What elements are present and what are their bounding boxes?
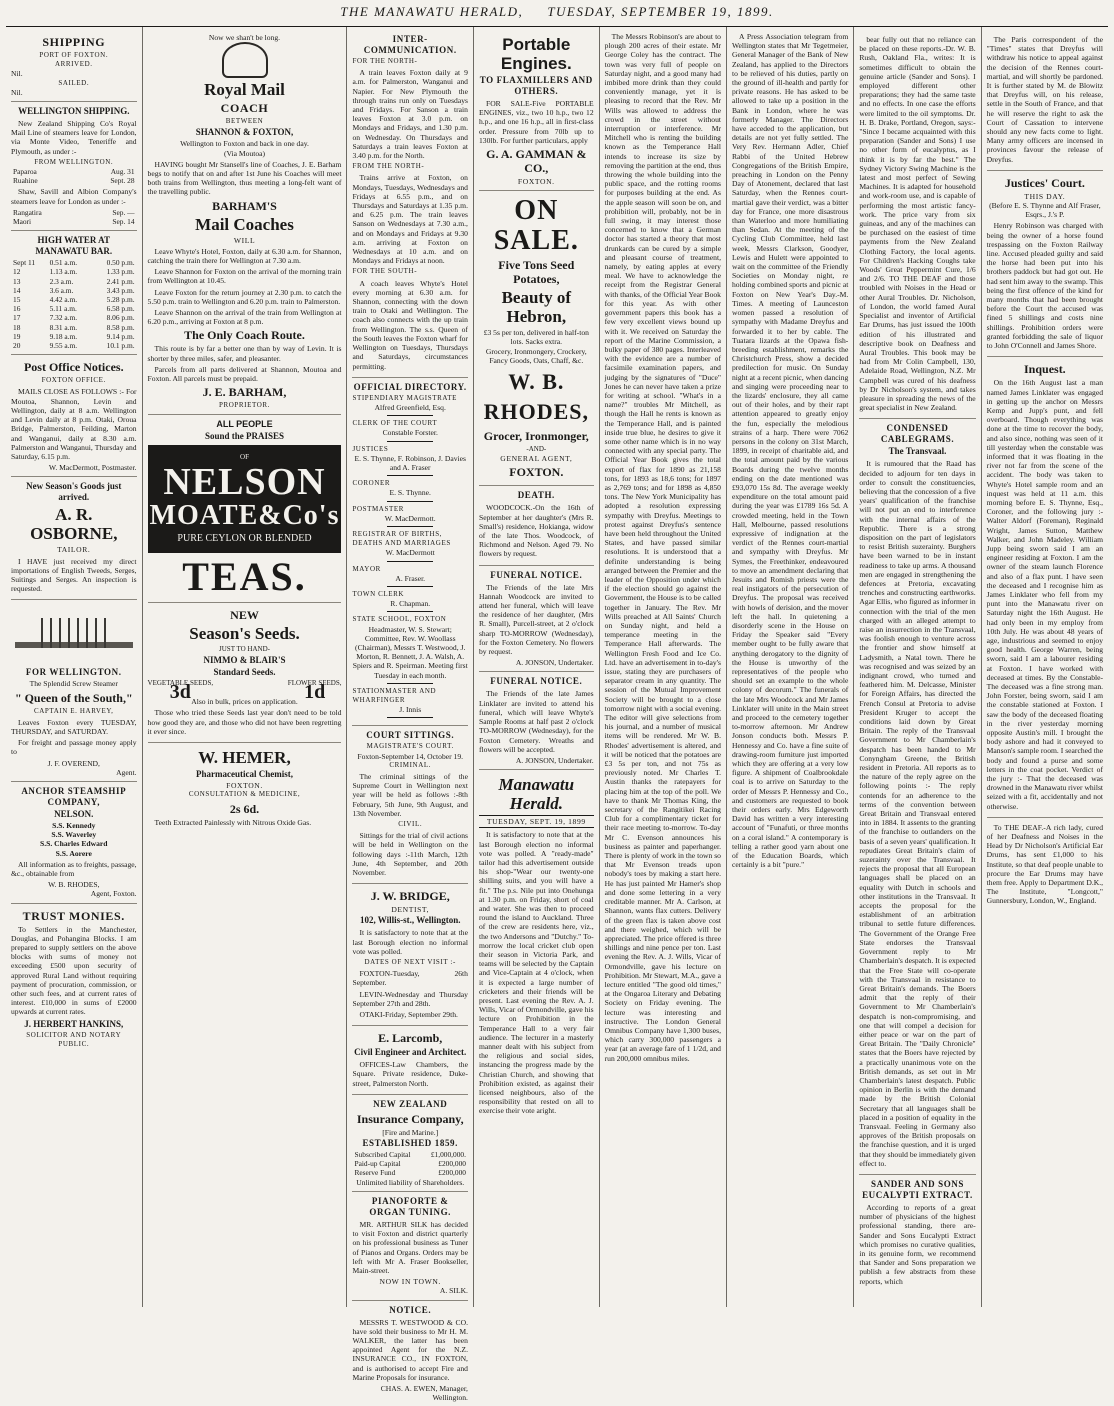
postmaster-sign: W. MacDermott, Postmaster. bbox=[48, 463, 137, 473]
editorial-text: It is satisfactory to note that at the last Borough election no informal vote was polled. A "ready-made" tailor had this advertisement outside his shop-"Wear our twenty-one shilling suits, and you will have a fit." The p.s. Nile put into Onehunga at 1.30 p.m. on Friday, short of coal and water. She was then to proceed round the island to Auckland. Three of the crew are residents here, viz., the two Andersons and "Dutchy." To-morrow the local cricket club open their season in Victoria Park, and teams will be selected by the Captain and Vice-Captain at 4 o'clock, when it is expected a large number of cricketers and their friends will be present. Last evening the Rev. A. J. Wills, Vicar of Ormondville, gave his lecture on Prohibition in the Temperance Hall to a very fair audience. The lecturer in a masterly manner dealt with his subject from the religious and social sides, instancing the progress made by the Christian Church, and showing that Prohibition existed, as against their licensed neighbours, also of the responsibility that rested on all to exercise their vote aright. bbox=[478, 830, 594, 1116]
transvaal-heading: The Transvaal. bbox=[888, 446, 947, 457]
now-in-town: NOW IN TOWN. bbox=[379, 1277, 441, 1287]
official-directory-heading: OFFICIAL DIRECTORY. bbox=[353, 381, 467, 392]
bridge-name: J. W. BRIDGE, bbox=[370, 889, 450, 904]
gamman-town: FOXTON. bbox=[517, 177, 555, 187]
royal-mail-heading: Royal Mail bbox=[204, 80, 285, 100]
inquest-heading: Inquest. bbox=[1024, 362, 1066, 377]
flower-seeds-label: FLOWER SEEDS, bbox=[287, 678, 342, 687]
anchor-agent: W. B. RHODES, bbox=[48, 880, 100, 890]
directory-entry bbox=[352, 687, 468, 719]
capital-row bbox=[352, 1168, 468, 1177]
mail-coaches-heading: Mail Coaches bbox=[195, 214, 294, 234]
insurance-sub: [Fire and Marine.] bbox=[382, 1127, 439, 1137]
steamer-text: Leaves Foxton every TUESDAY, THURSDAY, and SATURDAY. bbox=[11, 717, 137, 736]
funeral-notice-sign-2: A. JONSON, Undertaker. bbox=[515, 755, 594, 765]
divider bbox=[387, 561, 433, 562]
tide-row-cell: 5.11 a.m. bbox=[49, 304, 77, 314]
column-1 bbox=[6, 27, 143, 1307]
this-day-label: THIS DAY. bbox=[1024, 191, 1066, 201]
directory-holder: A. Fraser. bbox=[395, 573, 426, 583]
of-label: OF bbox=[240, 453, 249, 462]
directory-entry bbox=[352, 590, 468, 612]
nelson-name: NELSON bbox=[163, 460, 326, 503]
trust-monies-heading: TRUST MONIES. bbox=[22, 908, 125, 923]
death-text: WOODCOCK.-On the 16th of September at her daughter's (Mrs R. Small's) residence, Hokianga, widow of the late Thos. Woodcock, of Richmond and Nelson. Aged 79. No flowers by request. bbox=[478, 503, 594, 559]
justices-court-heading: Justices' Court. bbox=[1004, 175, 1085, 190]
masthead bbox=[6, 4, 1108, 27]
capital-row-cell: £200,000 bbox=[438, 1168, 466, 1178]
tide-row-cell: 6.58 p.m. bbox=[106, 304, 135, 314]
tide-row-cell: 19 bbox=[13, 331, 21, 341]
capital-row bbox=[352, 1159, 468, 1168]
tide-row bbox=[11, 341, 137, 350]
ships-table-2 bbox=[11, 208, 137, 226]
visits-heading: DATES OF NEXT VISIT :- bbox=[364, 958, 456, 967]
anchor-agent-label: Agent, Foxton. bbox=[90, 889, 137, 899]
local-news-text: The Messrs Robinson's are about to plough 200 acres of their estate. Mr George Coley has the contract. The town was very full of people on Saturday night, and a good many had imbibed more drink than they could conveniently manage, yet it is pleasing to record that the Rev. Mr Wills was allowed to address the crowd in the street without interruption or interference. Mr Mitchell who is renting the building known as the Temperance Hall intends to increase its size by removing the partition at the end, thus throwing the whole building into the public space, and the rotting rooms for purposes building at the end. As the apple season will soon be on, and prohibition will, probably, not be in full swing, it may interest those concerned to know that a German doctor has started a theory that most drunkards can be cured by a simple and pleasant course of treatment, namely, by eating apples at every meal. We have to acknowledge the receipt from the Registrar General with thanks, of the Official Year Book for this year. As with other government papers this book has a few very excellent views bound up with it. We received on Saturday the report of the Marine Commission, a bulky paper of 380 pages. Interleaved with the evidence are a number of facsimile examination papers, and judging by the signatures of "Duce" Jones he can never have taken a prize for writing at school. "What's in a name?" troubles Mr Mitchell, as though the Hall he rents is known as the Temperance Hall, and is painted inside true blue, he desires to give it some other name which is in no way connected with any special party. The Official Year Book gives the total export of flax for 1890 as 21,158 tons, for 1893 as 18,6 tons; for 1897 as 2,769 tons; and for 1898 as 4,850 tons. The New York Municipality has adopted a resolution expressing sympathy with Dreyfus. Meetings to protest against Dreyfus's sentence have been held throughout the United States, and have passed similar resolutions. It is understood that a definite understanding is being arranged between the Premier and the leader of the Opposition under which if the election should go against the Government, the House is to be called together in January. The Rev. Mr Wills preached at All Saints' Church on Sunday night, and held a temperance meeting in the Temperance Hall afterwards. The Wellington Fresh Food and Ice Co. Ltd. have an advertisement in to-day's issue, stating they are purchasers of separator cream in any quantity. The session of the Mutual Improvement Society will be brought to a close tomorrow night with a social evening. The editor will give selections from his journal, and a number of musical items will be rendered. Mr W. B. Rhodes' advertisement is altered, and it will be noticed that the potatoes are £3 5s per ton, and not 75s as previously noted. Mr Charles T. Austin thanks the ratepayers for placing him at the top of the poll. We have to thank Mr Thomas King, the secretary of the Rangitikei Racing Club for a complimentary ticket for their race meeting to-morrow. To-day Mr C. Evenson announces his business as painter and paperhanger. There is plenty of work in the town so that Mr Evenson treads upon nobody's toes by making a start here. He has just painted Mr Hamer's shop and done some lettering in a very creditable manner. Mr A. Carlson, at Shannon, wants flax cutters. Delivery of the green flax is taken above cost and there weighed, which will be appreciated. The price offered is three shillings and nine pence per ton. Last evening the Rev. A. J. Wills, Vicar of Ormondville, gave his lecture on Prohibition. Mr Stewart, M.A., gave a lecture entitled "The good old times," at the Ongaroa Literary and Debating Society on Friday evening. The lecture was interesting and instructive. The London General Omnibus Company have 1,300 buses, which carry 300,000 passengers a year (at an average fare of 1 1/2d, and run 200,000 omnibus miles. bbox=[604, 32, 721, 1063]
funeral-notice-heading-1: FUNERAL NOTICE. bbox=[490, 569, 583, 580]
directory-entry bbox=[352, 505, 468, 527]
directory-entry bbox=[352, 565, 468, 587]
coach-heading: COACH bbox=[220, 101, 269, 116]
consultation-fee: 2s 6d. bbox=[229, 801, 260, 816]
only-coach-text: This route is by far a better one than by way of Levin. It is shorter by three miles, safer, and pleasanter. bbox=[147, 344, 342, 363]
teas-heading: TEAS. bbox=[182, 553, 307, 599]
directory-entry bbox=[352, 419, 468, 441]
freight-agent-label: Agent. bbox=[116, 767, 137, 777]
vegetable-seeds bbox=[147, 678, 214, 704]
between-label: BETWEEN bbox=[225, 117, 264, 126]
tide-row bbox=[11, 286, 137, 295]
tide-row-cell: 0.50 p.m. bbox=[106, 258, 135, 268]
directory-holder: R. Chapman. bbox=[390, 599, 431, 609]
directory-holder: Constable Forster. bbox=[382, 428, 438, 438]
barham-heading: BARHAM'S bbox=[212, 198, 277, 213]
ship-row bbox=[11, 176, 137, 185]
steamer-name: " Queen of the South," bbox=[14, 690, 133, 705]
ship-row-cell: Sep. 14 bbox=[112, 217, 135, 227]
court-sittings-heading: COURT SITTINGS. bbox=[366, 730, 455, 741]
funeral-notice-text-2: The Friends of the late James Linklater are invited to attend his funeral, which will leave Whyte's Sample Rooms at half past 2 o'clock TO-MORROW (Wednesday), for the Foxton Cemetery. Wreaths and flowers will be accepted. bbox=[478, 689, 594, 754]
directory-office: STIPENDIARY MAGISTRATE bbox=[352, 393, 457, 402]
route-heading: SHANNON & FOXTON, bbox=[195, 127, 294, 138]
standard-seeds-heading: Standard Seeds. bbox=[213, 666, 276, 677]
seasons-seeds-heading: Season's Seeds. bbox=[189, 623, 300, 643]
capital-row-cell: £200,000 bbox=[438, 1159, 466, 1169]
directory-office: POSTMASTER bbox=[352, 504, 404, 513]
steamer-line: The Splendid Screw Steamer bbox=[29, 679, 118, 689]
directory-entry bbox=[352, 394, 468, 416]
bridge-title: DENTIST, bbox=[391, 905, 430, 915]
column-3 bbox=[347, 27, 474, 1403]
gamman-name: G. A. GAMMAN & CO., bbox=[486, 147, 587, 176]
new-heading: NEW bbox=[230, 607, 259, 622]
divider bbox=[387, 683, 433, 684]
rhodes-name: W. B. RHODES, bbox=[483, 369, 590, 425]
tide-row-cell: 3.6 a.m. bbox=[49, 285, 74, 295]
ship-row-cell: Sep. — bbox=[112, 207, 135, 217]
herald-date: TUESDAY, SEPT. 19, 1899 bbox=[479, 815, 594, 828]
notice-sign: CHAS. A. EWEN, Manager, Wellington. bbox=[380, 1383, 468, 1403]
arrived-value: Nil. bbox=[11, 69, 23, 79]
magistrates-court-label: MAGISTRATE'S COURT. bbox=[366, 742, 454, 751]
ship-row bbox=[11, 167, 137, 176]
portable-engines-heading: Portable Engines. bbox=[500, 35, 572, 73]
for-north-label: FOR THE NORTH- bbox=[352, 57, 418, 65]
post-office-subheading: FOXTON OFFICE. bbox=[41, 376, 106, 385]
anchor-ship: S.S. Kennedy bbox=[52, 820, 96, 830]
now-line: Now we shan't be long. bbox=[208, 33, 281, 42]
ship-row-cell: Aug. 31 bbox=[110, 167, 135, 177]
wellington-shipping-text: New Zealand Shipping Co's Royal Mail Line of steamers leave for London, via Monte Video, Teneriffe and Plymouth, as under :- bbox=[11, 119, 137, 156]
coach-time-3: Leave Foxton for the return journey at 2.30 p.m. to catch the 5.50 p.m. train to Wellington and 6.20 p.m. train to Palmerston. bbox=[147, 287, 342, 306]
post-office-heading: Post Office Notices. bbox=[23, 360, 124, 375]
flower-seeds-price: 1d bbox=[304, 681, 326, 704]
tide-row bbox=[11, 332, 137, 341]
seed-potatoes-heading: Five Tons Seed Potatoes, bbox=[498, 258, 575, 287]
ship-row-cell: Maori bbox=[13, 217, 32, 227]
moate-name: MOATE&Co's bbox=[149, 499, 340, 531]
vegetable-seeds-price: 3d bbox=[169, 681, 191, 704]
capital-row-cell: £1,000,000. bbox=[430, 1150, 466, 1160]
coach-text: HAVING bought Mr Stansell's line of Coaches, J. E. Barham begs to notify that on and after 1st June his Coaches will meet both trains from Wellington, thus meeting a long-felt want of the travelling public. bbox=[147, 159, 342, 197]
teeth-text: Teeth Extracted Painlessly with Nitrous Oxide Gas. bbox=[154, 817, 312, 827]
larcomb-title: Civil Engineer and Architect. bbox=[354, 1047, 467, 1058]
ship-row-cell: Ruahine bbox=[13, 176, 38, 186]
route-text: Wellington to Foxton and back in one day. bbox=[180, 139, 309, 149]
shipping-subheading: PORT OF FOXTON. bbox=[39, 51, 109, 59]
coach-time-2: Leave Shannon for Foxton on the arrival of the morning train from Wellington at 10.45. bbox=[147, 267, 342, 286]
tide-row-cell: 1.33 p.m. bbox=[106, 267, 135, 277]
condensed-cablegrams-heading: CONDENSED CABLEGRAMS. bbox=[880, 423, 955, 445]
column-4 bbox=[474, 27, 600, 1307]
flaxmillers-heading: TO FLAXMILLERS AND OTHERS. bbox=[479, 75, 593, 96]
tide-row-cell: 9.14 p.m. bbox=[106, 331, 135, 341]
divider bbox=[387, 611, 433, 612]
for-south-label: FOR THE SOUTH- bbox=[352, 267, 418, 276]
directory-entry bbox=[352, 445, 468, 477]
coach-time-4: Leave Shannon on the arrival of the train from Wellington at 6.20 p.m., arriving at Foxton at 8 p.m. bbox=[147, 308, 342, 327]
notice-text: MESSRS T. WESTWOOD & CO. have sold their business to Mr H. M. WALKER, the latter has been appointed Agent for the N.Z. INSURANCE CO., IN FOXTON, and is authorised to accept Fire and Marine Proposals for insurance. bbox=[352, 1317, 468, 1382]
directory-office: CORONER bbox=[352, 479, 391, 488]
directory-holder: E. S. Thynne. bbox=[389, 488, 431, 498]
bridge-text: It is satisfactory to note that at the last Borough election no informal vote was polled. bbox=[352, 928, 468, 956]
funeral-notice-heading-2: FUNERAL NOTICE. bbox=[490, 676, 583, 687]
ship-row-cell: Sept. 28 bbox=[110, 176, 135, 186]
liability-text: Unlimited liability of Shareholders. bbox=[356, 1177, 465, 1187]
sailed-label: SAILED. bbox=[58, 78, 90, 87]
criminal-label: CRIMINAL. bbox=[389, 760, 432, 769]
directory-office: CLERK OF THE COURT bbox=[352, 419, 438, 428]
shaw-text: Shaw, Savill and Albion Company's steamers leave for London as under :- bbox=[11, 187, 137, 206]
tide-row-cell: 10.1 p.m. bbox=[106, 341, 135, 351]
via-text: (Via Moutoa) bbox=[223, 148, 266, 158]
larcomb-text: OFFICES-Law Chambers, the Square. Private residence, Duke-street, Palmerston North. bbox=[352, 1060, 468, 1088]
royal-crest-icon bbox=[222, 42, 268, 78]
hankins-title: SOLICITOR AND NOTARY PUBLIC. bbox=[26, 1030, 122, 1048]
for-wellington-heading: FOR WELLINGTON. bbox=[25, 667, 122, 678]
osborne-trade: TAILOR. bbox=[57, 545, 91, 555]
directory-entry bbox=[352, 530, 468, 562]
engines-text: FOR SALE-Five PORTABLE ENGINES, viz., two 10 h.p., two 12 h.p., and one 16 h.p., all in first-class order. Pressure from 70lb up to 130lb. For further particulars, apply bbox=[478, 99, 594, 145]
insurance-nz-label: NEW ZEALAND bbox=[373, 1098, 448, 1109]
barham-name: J. E. BARHAM, bbox=[202, 385, 287, 400]
freight-text: For freight and passage money apply to bbox=[11, 738, 137, 757]
herald-title: Manawatu Herald. bbox=[498, 775, 575, 814]
advert-text: bear fully out that no reliance can be placed on these reports.-Dr. W. B. Rush, Oakland Fla., writes: It is sometimes difficult to obtain the genuine article (Sander and Sons). I employed different other preparations; they had the same taste and no effects. In one case the efforts were limited to the oil symptoms. Dr. H. B. Drake, Portland, Oregon, says:-"Since I became acquainted with this preparation (Sander and Sons) I use no other form of eucalyptus, as I think it is by far the best." The Sydney Victory Swing Machine is the latest and most perfect of Sewing Machines. It is adapted for household and work-room use, and is capable of performing the most artistic fancy-work. The price vary from six guineas, and any of the machines can be purchased on the easiest of time payments from the New Zealand Clothing Factory, the local agents. For Children's Hacking Coughs take Woods' Great Peppermint Cure, 1/6 and 2/6. TO THE DEAF and those troubled with Noises in the Head or other Aural Troubles. Dr. Nicholson, of London, the world famed Aural Specialist and inventor of Artificial Ear Drums, has just issued the 100th edition of his illustrated and descriptive book on Deafness and Aural Troubles. This book may be had from Mr Colin Campbell, 130, Adelaide Road, Wellington, N.Z. Mr Campbell was cured of his deafness by Dr Nicholson's system, and takes pleasure in spreading the news of the great specialist in New Zealand. bbox=[859, 35, 976, 413]
tide-row-cell: 4.42 a.m. bbox=[49, 295, 78, 305]
visit-1: FOXTON-Tuesday, 26th September. bbox=[352, 969, 468, 988]
column-6 bbox=[727, 27, 854, 1307]
directory-holder: E. S. Thynne, F. Robinson, J. Davies and A. Fraser bbox=[354, 453, 466, 472]
capital-table bbox=[352, 1150, 468, 1178]
freight-agent: J. F. OVEREND, bbox=[47, 758, 100, 768]
tide-row-cell: 1.13 a.m. bbox=[49, 267, 78, 277]
tide-row-cell: 8.31 a.m. bbox=[49, 322, 78, 332]
directory-entry bbox=[352, 479, 468, 501]
sound-praises-heading: Sound the PRAISES bbox=[204, 431, 285, 442]
general-agent-label: GENERAL AGENT, bbox=[500, 454, 573, 464]
notice-heading: NOTICE. bbox=[389, 1304, 432, 1315]
osborne-text: I HAVE just received my direct importations of English Tweeds, Serges, Suitings and Serges. An inspection is requested. bbox=[11, 556, 137, 594]
directory-office: JUSTICES bbox=[352, 444, 389, 453]
capital-row bbox=[352, 1150, 468, 1159]
tide-row bbox=[11, 313, 137, 322]
directory-office: STATIONMASTER AND WHARFINGER bbox=[352, 686, 437, 704]
tide-table bbox=[11, 258, 137, 350]
tide-row-cell: 15 bbox=[13, 295, 21, 305]
all-people-heading: ALL PEOPLE bbox=[216, 419, 273, 430]
tide-row-cell: 2.3 a.m. bbox=[49, 276, 74, 286]
captain: CAPTAIN E. HARVEY, bbox=[33, 706, 114, 715]
tide-row-cell: 20 bbox=[13, 341, 21, 351]
anchor-ship: S.S. Aorere bbox=[55, 848, 92, 858]
anchor-ship: S.S. Waverley bbox=[51, 830, 97, 840]
divider bbox=[387, 475, 433, 476]
tide-row-cell: 2.41 p.m. bbox=[106, 276, 135, 286]
beauty-of-hebron-heading: Beauty of Hebron, bbox=[501, 288, 572, 327]
masthead-title: THE MANAWATU HERALD, bbox=[340, 4, 524, 19]
tide-row bbox=[11, 277, 137, 286]
death-heading: DEATH. bbox=[517, 490, 555, 501]
nelson-moate-banner bbox=[148, 445, 342, 552]
for-north-text: A train leaves Foxton daily at 9 a.m. for Palmerston, Wanganui and Napier. For New Plymouth the through trains run only on Tuesdays and Fridays. For Sanson a train leaves Foxton at 3.0 p.m. on Mondays and Fridays, and 1.30 p.m. on Wednesday. On Thursdays and Saturdays a train leaves Foxton at 3.40 p.m. for the North. bbox=[352, 68, 468, 161]
directory-office: STATE SCHOOL, FOXTON bbox=[352, 615, 447, 624]
tide-row-cell: 13 bbox=[13, 276, 21, 286]
nimmo-heading: NIMMO & BLAIR'S bbox=[203, 654, 286, 665]
capital-row-cell: Subscribed Capital bbox=[354, 1150, 411, 1160]
civil-label: CIVIL. bbox=[398, 820, 423, 829]
tide-row-cell: Sept 11 bbox=[13, 258, 36, 268]
column-5 bbox=[600, 27, 727, 1307]
coach-time-1: Leave Whyte's Hotel, Foxton, daily at 6.30 a.m. for Shannon, catching the train there for Wellington at 7.30 a.m. bbox=[147, 246, 342, 266]
vegetable-seeds-label: VEGETABLE SEEDS, bbox=[147, 678, 214, 687]
will-label: WILL bbox=[233, 235, 256, 245]
trust-monies-text: To Settlers in the Manchester, Douglas, and Pohangina Blocks. I am prepared to supply settlers on the above blocks with sums of money not exceeding £500 upon security of approved Rural Land without requiring payment of procuration, commission, or other such fees, and at current rates of interest. £10,000 in sums of £2000 upwards at current rates. bbox=[11, 924, 137, 1017]
piano-heading: PIANOFORTE & ORGAN TUNING. bbox=[369, 1195, 452, 1217]
bridge-address: 102, Willis-st., Wellington. bbox=[359, 915, 461, 926]
before-text: (Before E. S. Thynne and Alf Fraser, Esqrs., J.'s P. bbox=[989, 201, 1101, 220]
ship-row-cell: Paparoa bbox=[13, 167, 37, 177]
consultation-label: CONSULTATION & MEDICINE, bbox=[188, 790, 301, 799]
pure-ceylon-label: PURE CEYLON OR BLENDED bbox=[177, 532, 312, 544]
directory-holder: Alfred Greenfield, Esq. bbox=[374, 402, 446, 412]
inquest-text: On the 16th August last a man named James Linklater was engaged in getting up the anchor on Messrs Kemp and Jupp's punt, and fell overboard. Though everything was done at the time to recover the body, and also since, nothing was seen of it till yesterday when the constable was informed that it was floating in the river not far from the scene of the accident. The body was taken to Whyte's Hotel sample room and an inquest was held at 11 a.m. this morning before E. S. Thynne, Esq., Coroner, and the following jury :- Walter Aldorf (Foreman), Reginald Wright, James Sutton, Matthew Walker, and John Madeley. William Jupp being sworn said I am an engineer residing at Foxton. I am the owner of the steam launch Florence and also of a flax punt. I have seen the deceased and I recognise him as James Linklater who fell from my punt into the Manawatu river on Saturday night the 16th August. He had only been in my employ from 10th July. He was about 48 years of age, industrious and seemed to enjoy good health. George Warren, being sworn, said I am a labourer residing at Foxton. I have worked with deceased at times. By the Constable-The deceased was a fine strong man. John Forster, being sworn, said I am the constable stationed at Foxton. I saw the body of the deceased floating in the river yesterday morning opposite Austin's mill. I brought the body ashore and had it conveyed to Manson's sample room. I searched the body and found a purse and some letters in the coat pocket. Verdict of the jury :- That the deceased was drowned in the Manawatu river whilst seized with a fit, accidentally and not otherwise. bbox=[986, 378, 1104, 811]
visit-2: LEVIN-Wednesday and Thursday September 27th and 28th. bbox=[352, 989, 468, 1008]
established-label: ESTABLISHED 1859. bbox=[362, 1138, 458, 1149]
funeral-notice-text-1: The Friends of the late Mrs Hannah Woodcock are invited to attend her funeral, which will leave the residence of her daughter, (Mrs R. Small), Purcell-street, at 2 o'clock sharp TO-MORROW (Wednesday), for the Foxton Cemetery. No flowers by request. bbox=[478, 582, 594, 657]
directory-holder: J. Innis bbox=[399, 705, 422, 715]
anchor-ships-list bbox=[11, 821, 137, 858]
telegram-news-text: A Press Association telegram from Wellington states that Mr Tegetmeier, General Manager of the Bank of New Zealand, has applied to the Directors to be relieved of his duties, partly on the ground of ill-health and partly for private reasons. He has asked to be allowed to take up a position in the Bank in London, where he was formerly Manager. The Directors have acceded to the application, but details are not yet fully settled. The Very Rev. Hermann Adler, Chief Rabbi of the United Hebrew Congregations of the British Empire, preaching in London on the Penny Day of Atonement, declared that last Saturday, when the Rennes court-martial gave their verdict, was a bitter day for France, one more disastrous than Waterloo and more humiliating than Sedan. At the meeting of the Cycling Club Committee, held last week, Messrs Clarkson, Goodyer, Lewis and Hulett were appointed to wait on the committee of the Friendly Societies on Monday night, re holding combined sports and picnic at Foxton on New Year's Day.-M. Times. A meeting of Launceston women passed a resolution of sympathy with Madame Dreyfus and forwarded it to her by cable. The Tuatara lizards at the Opawa fish-breeding establishment, remarks the Christchurch Press, show a decided predilection for music. On Sunday night at a recent picnic, when dancing and singing were proceeding near to the lizards' enclosure, they all came out of their holes, and by their rapt attention appeared to greatly enjoy the fun, especially the melodious strains of a harp. There were 7062 persons in the colony on 31st March, 1899, in receipt of charitable aid, and the total amount paid by the various Boards during the twelve months ending on the date mentioned was £93,070 15s 8d. The average weekly expenditure on the total amount paid during the year was £1789 16s 5d. A crowded meeting, held in the Town Hall, Melbourne, passed resolutions expressive of indignation at the verdict of the Rennes court-martial and sympathy with Dreyfus. Mr Symes, the Freethinker, endeavoured to move an amendment declaring that Jesuits and Romish priests were the real instigators of the persecution of Dreyfus. The proposal was received with howls of derision, and the mover left the hall. In quietening a disorderly scene in the House on Friday the Speaker said "Every member ought to be fully aware that anything derogatory to the dignity of the House is unworthy of the representatives of the people who should set an example to the whole colony of decorum." The funerals of the late Mrs Woodcock and Mr James Linklater will unite in the Main street and proceed to the cemetery together to-morrow afternoon. Mr Andrew Jonson conducts both. Messrs P. Hennessy and Co. have a fine suite of drawing-room furniture just imported which they are offering at a very low figure. A shipment of Coalbrookdale coal is to arrive on Saturday to the order of Messrs P. Hennessy and Co., and customers are requested to book their orders early. Mrs Edgeworth David has written a very interesting account of "Funafuti, or three months on a coral island." A contemporary is telling a rather good yarn about one of the Education Boards, which certainly is a bit "pure." bbox=[731, 32, 849, 870]
from-wellington-label: FROM WELLINGTON. bbox=[34, 157, 114, 166]
inter-communication-heading: INTER-COMMUNICATION. bbox=[363, 34, 457, 55]
visit-3: OTAKI-Friday, September 29th. bbox=[359, 1010, 458, 1020]
post-office-text: MAILS CLOSE AS FOLLOWS :- For Moutoa, Shannon, Levin and Wellington, daily at 8 a.m. Wellington and Levin daily at 8 p.m. Otaki, Oroua Bridge, Palmerston, Feilding, Marton and Wanganui, daily at 8.30 a.m. Palmerston and Wanganui, Thursday and Saturday, 6.15 p.m. bbox=[11, 387, 137, 461]
hankins-name: J. HERBERT HANKINS, bbox=[24, 1018, 124, 1029]
tide-row bbox=[11, 267, 137, 276]
steamer-illustration bbox=[15, 606, 133, 664]
insurance-company-heading: Insurance Company, bbox=[356, 1111, 464, 1126]
column-7 bbox=[854, 27, 981, 1307]
paris-correspondent-text: The Paris correspondent of the "Times" states that Dreyfus will withdraw his notice to appeal against the decision of the Rennes court-martial, and will shortly be pardoned. It is further stated by M. de Blowitz that Dreyfus will, on his release, settle in the South of France, and that he will reserve the right to ask the Court of Cassation to intervene should any new facts come to light. Many army officers are incensed in provinces favour the release of Dreyfus. bbox=[986, 35, 1104, 164]
directory-holder: W. MacDermott bbox=[385, 548, 435, 558]
tide-row-cell: 0.51 a.m. bbox=[49, 258, 78, 268]
parcels-text: Parcels from all parts delivered at Shannon, Moutoa and Foxton. All parcels must be prepaid. bbox=[147, 364, 342, 384]
tide-row-cell: 9.18 a.m. bbox=[49, 331, 78, 341]
divider bbox=[387, 717, 433, 718]
directory-office: TOWN CLERK bbox=[352, 589, 405, 598]
tide-row-cell: 3.43 p.m. bbox=[106, 285, 135, 295]
tide-row-cell: 14 bbox=[13, 285, 21, 295]
anchor-text: All information as to freights, passage, &c., obtainable from bbox=[11, 859, 137, 878]
court-report-text: Henry Robinson was charged with being the owner of a horse found trespassing on the Foxton Railway line. Accused pleaded guilty and said the horse had been put into his brothers paddock but had got out. He had sent him away to the swamp. This being the first offence of the kind for many months that had been brought before the Court the accused was fined 5 shillings and costs nine shillings. Prohibition orders were granted forbidding the sale of liquor to John O'Connell and James Shore. bbox=[986, 221, 1104, 351]
court-date: Foxton-September 14, October 19. bbox=[357, 751, 464, 761]
directory-office: REGISTRAR OF BIRTHS, DEATHS AND MARRIAGES bbox=[352, 529, 451, 548]
only-coach-heading: The Only Coach Route. bbox=[184, 328, 305, 343]
tide-row-cell: 8.06 p.m. bbox=[106, 313, 135, 323]
beauty-price: £3 5s per ton, delivered in half-ton lots. Sacks extra. bbox=[483, 328, 589, 347]
ship-row-cell: Rangatira bbox=[13, 207, 42, 217]
arrived-label: ARRIVED. bbox=[54, 60, 93, 69]
directory-office: MAYOR bbox=[352, 564, 381, 573]
seeds-text: Those who tried these Seeds last year don't need to be told how good they are, and those who did not have been regretting it ever since. bbox=[147, 708, 342, 736]
tide-row-cell: 16 bbox=[13, 304, 21, 314]
divider bbox=[387, 526, 433, 527]
tide-row-cell: 7.32 a.m. bbox=[49, 313, 78, 323]
tide-row bbox=[11, 323, 137, 332]
official-directory-list bbox=[352, 394, 468, 719]
ships-table-1 bbox=[11, 167, 137, 185]
civil-text: Sittings for the trial of civil actions will be held in Wellington on the following days :-11th March, 12th June, 4th September, and 20th November. bbox=[352, 831, 468, 878]
tide-row bbox=[11, 304, 137, 313]
divider bbox=[387, 501, 433, 502]
masthead-date: TUESDAY, SEPTEMBER 19, 1899. bbox=[547, 4, 774, 19]
tide-row-cell: 9.55 a.m. bbox=[49, 341, 78, 351]
osborne-tagline: New Season's Goods just arrived. bbox=[26, 481, 122, 503]
grocery-text: Grocery, Ironmongery, Crockery, Fancy Goods, Oats, Chaff, &c. bbox=[485, 346, 587, 365]
rhodes-title: Grocer, Ironmonger, bbox=[483, 429, 589, 444]
directory-entry bbox=[352, 615, 468, 683]
ship-row bbox=[11, 217, 137, 226]
anchor-ship: S.S. Charles Edward bbox=[40, 839, 108, 849]
for-south-text: A coach leaves Whyte's Hotel every morning at 6.30 a.m. for Shannon, connecting with the down train to Otaki and Wellington. The coach also connects with the up train from Wellington. The s.s. Queen of the South leaves the Foxton wharf for Wellington on Tuesdays, Thursdays and Saturdays, circumstances permitting. bbox=[352, 278, 468, 371]
osborne-name: A. R. OSBORNE, bbox=[30, 505, 118, 544]
transvaal-text: It is rumoured that the Raad has decided to adjourn for ten days in order to consult the constituencies, believing that the concession of a five years' qualification of the franchise will not put an end to interference with the internal affairs of the Republic. There is a strong disposition on the part of legislators to resist British suzerainty. Burghers have been warned to be in instant readiness to take up arms. A thousand men are engaged in strengthening the defences at Pretoria, excavating trenches and constructing earthworks. Agar Ellis, who figured as informer in connection with the trial of the men charged with an alleged attempt to raise an insurrection in the Transvaal, was foolish enough to venture across the frontier and show himself at Ladysmith, a Natal town. There he was recognised and was seized by an indignant crowd, who turned and feathered him. M. Delcasse, Minister for Foreign Affairs, has directed the French Consul at Pretoria to advise President Kruger to accept the conditions laid down by Great Britain. The reply of the Transvaal Government to Mr Chamberlain's despatch has been handed to Mr Conyngham Greene, the British resident in Pretoria. All reports as to the nature of the reply agree on the following points :- The reply contends for an adherence to the terms of the convention between Great Britain and Transvaal entered into in 1884. It assents to the granting of the franchise to outlanders on the basis of a seven years' qualification. It repudiates Great Britain's claim of suzerainty over the Transvaal. It rejects the proposal that all European languages shall be placed on an equality with Dutch in schools and other institutions in the Transvaal. It accepts the proposal for the establishment of an arbitration tribunal to settle future differences. The Government of the Orange Free State endorses the Transvaal Government reply to Mr Chamberlain's despatch. It is expected that the Free State will co-operate with the Transvaal in resistance to Great Britain's demands. The Boers admit that the reply of their Government to Mr Chamberlain's despatch is non-compromising, and one that will compel a decision for either peace or war on the part of Great Britain. The "Daily Chronicle" states that the Boers have rejected by a practically unanimous vote on the British demands, as set out in Mr Chamberlain's latest despatch. Public opinion in Berlin is with the demand made by the British Colonial Secretary that all languages shall be placed in a position of equality in the Transvaal. Feeling in Germany also approves of the British proposals on the franchise question, and it is urged that they should be immediately given effect to. bbox=[859, 459, 976, 1168]
directory-holder: Headmaster, W. S. Stewart; Committee, Rev. W. Woollass (Chairman), Messrs T. Westwood, J. Morton, R. Bennett, J. A. Walsh, A. Spiers and R. Speirman. Meeting first Tuesday in each month. bbox=[352, 624, 468, 680]
directory-holder: W. MacDermott. bbox=[384, 513, 436, 523]
tide-row-cell: 12 bbox=[13, 267, 21, 277]
tide-row-cell: 8.58 p.m. bbox=[106, 322, 135, 332]
column-8 bbox=[982, 27, 1108, 1307]
tide-row-cell: 17 bbox=[13, 313, 21, 323]
ship-row bbox=[11, 208, 137, 217]
column-2 bbox=[143, 27, 348, 1307]
deaf-advert-text: To THE DEAF.-A rich lady, cured of her Deafness and Noises in the Head by Dr Nicholson's Artificial Ear Drums, has sent £1,000 to his Institute, so that deaf people unable to procure the Ear Drums may have them free. Apply to Department D.K., The Institute, "Longcott," Gunnersbury, London, W., England. bbox=[986, 822, 1104, 906]
funeral-notice-sign-1: A. JONSON, Undertaker. bbox=[515, 658, 594, 668]
flower-seeds bbox=[287, 678, 342, 704]
silk-sign: A. SILK. bbox=[439, 1286, 468, 1296]
capital-row-cell: Paid-up Capital bbox=[354, 1159, 401, 1169]
tide-row-cell: 5.28 p.m. bbox=[106, 295, 135, 305]
tide-row-cell: 18 bbox=[13, 322, 21, 332]
tide-row bbox=[11, 295, 137, 304]
divider bbox=[387, 586, 433, 587]
from-north-label: FROM THE NORTH- bbox=[352, 162, 425, 171]
hemer-name: W. HEMER, bbox=[198, 748, 291, 768]
sander-text: According to reports of a great number of physicians of the highest professional standing, there are-Sander and Sons Eucalypti Extract which promises no curative qualities, in its genuine form, we recommend that Sander and Sons preparation we publish a few abstracts from these reports, which bbox=[859, 1202, 976, 1286]
divider bbox=[387, 415, 433, 416]
shipping-heading: SHIPPING bbox=[42, 35, 106, 49]
capital-row-cell: Reserve Fund bbox=[354, 1168, 396, 1178]
just-to-hand: JUST TO HAND- bbox=[219, 644, 270, 653]
anchor-city: NELSON. bbox=[54, 808, 94, 819]
divider bbox=[387, 441, 433, 442]
chemist-town: FOXTON. bbox=[226, 781, 263, 791]
chemist-title: Pharmaceutical Chemist, bbox=[196, 769, 293, 780]
barham-proprietor: PROPRIETOR. bbox=[219, 401, 271, 410]
anchor-heading: ANCHOR STEAMSHIP COMPANY, bbox=[21, 785, 127, 807]
sander-heading: SANDER AND SONS EUCALYPTI EXTRACT. bbox=[862, 1178, 973, 1200]
tide-heading: HIGH WATER AT MANAWATU BAR. bbox=[35, 235, 113, 257]
rhodes-town: FOXTON. bbox=[509, 465, 564, 480]
wellington-shipping-heading: WELLINGTON SHIPPING. bbox=[18, 106, 130, 117]
criminal-text: The criminal sittings of the Supreme Court in Wellington next year will be held as follows :-8th February, 5th June, 9th August, and 13th November. bbox=[352, 772, 468, 818]
from-north-text: Trains arrive at Foxton, on Mondays, Tuesdays, Wednesdays and Fridays at 6.55 p.m., and on Thursdays and Saturdays at 1.35 p.m. and 6.25 p.m. The train leaves Sanson on Wednesdays at 7.30 a.m., and on Mondays and Fridays at 9.30 a.m. arriving at Foxton on Wednesdays at 10 a.m. and on Mondays and Fridays at noon. bbox=[352, 173, 468, 266]
sailed-value: Nil. bbox=[11, 87, 23, 97]
and-label: -AND- bbox=[526, 445, 547, 454]
tide-row bbox=[11, 258, 137, 267]
bulk-text: Also in bulk, prices on application. bbox=[191, 697, 298, 707]
piano-text: MR. ARTHUR SILK has decided to visit Foxton and district quarterly on his professional business as Tuner of Pianos and Organs. Orders may be left with Mr A. Fraser Bookseller, Main-street. bbox=[352, 1219, 468, 1275]
larcomb-name: E. Larcomb, bbox=[378, 1031, 443, 1046]
on-sale-heading: ON SALE. bbox=[493, 195, 579, 257]
